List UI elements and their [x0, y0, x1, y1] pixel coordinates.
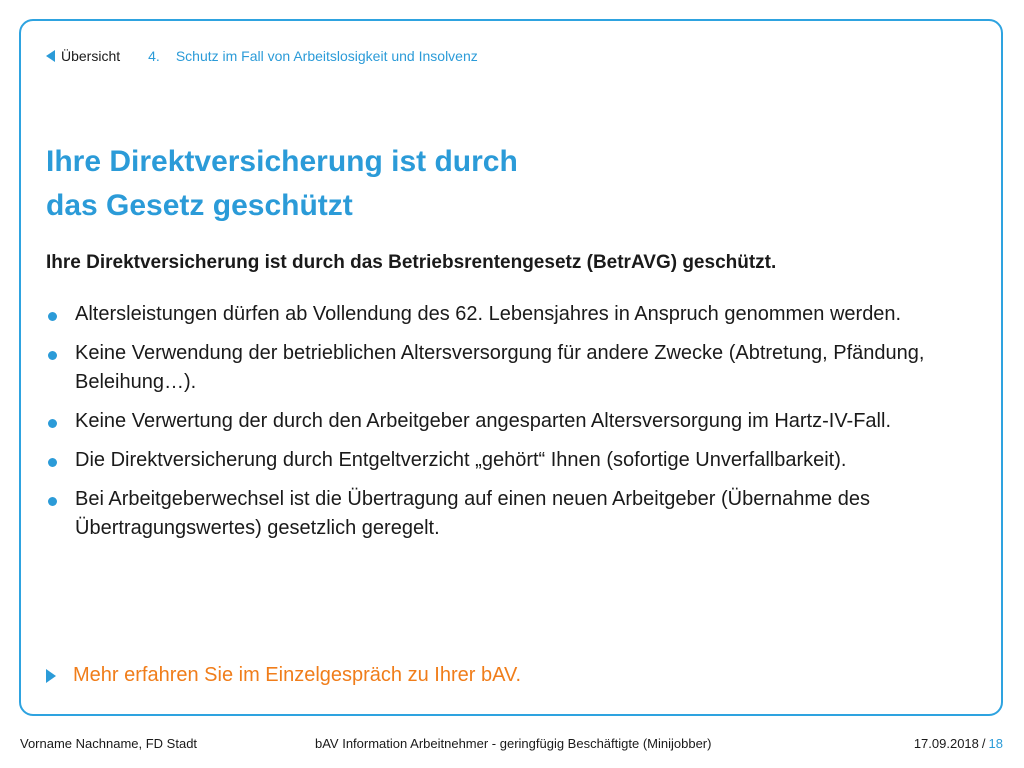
bullet-dot-icon — [48, 458, 57, 467]
footer-author: Vorname Nachname, FD Stadt — [20, 736, 198, 751]
page-title-line-1: Ihre Direktversicherung ist durch — [46, 145, 518, 178]
bullet-text: Die Direktversicherung durch Entgeltverzicht „gehört“ Ihnen (sofortige Unverfallbarkeit). — [75, 449, 847, 471]
bullet-item — [46, 339, 946, 397]
bullet-item — [46, 300, 946, 329]
section-title: Schutz im Fall von Arbeitslosigkeit und Insolvenz — [175, 48, 478, 64]
bullet-item — [46, 446, 946, 475]
more-info-link[interactable] — [46, 664, 521, 687]
breadcrumb — [46, 46, 478, 66]
bullet-list — [46, 300, 946, 553]
bullet-dot-icon — [48, 497, 57, 506]
footer-date: 17.09.2018 — [913, 736, 979, 751]
bullet-dot-icon — [48, 419, 57, 428]
footer-date-page — [914, 736, 1003, 751]
overview-label: Übersicht — [61, 48, 121, 64]
section-number: 4. — [148, 48, 160, 64]
more-info-label: Mehr erfahren Sie im Einzelgespräch zu Ihrer bAV. — [73, 664, 521, 686]
bullet-dot-icon — [48, 312, 57, 321]
footer-document-title: bAV Information Arbeitnehmer - geringfügig Beschäftigte (Minijobber) — [315, 736, 712, 751]
bullet-text: Altersleistungen dürfen ab Vollendung des 62. Lebensjahres in Anspruch genommen werden. — [75, 303, 902, 325]
bullet-text: Bei Arbeitgeberwechsel ist die Übertragung auf einen neuen Arbeitgeber (Übernahme des Übertragungswertes) gesetzlich geregelt. — [75, 488, 870, 539]
section-breadcrumb[interactable] — [148, 48, 478, 64]
page-number: 18 — [988, 736, 1003, 751]
bullet-text: Keine Verwertung der durch den Arbeitgeber angesparten Altersversorgung im Hartz-IV-Fall. — [75, 410, 891, 432]
arrow-right-icon — [46, 669, 56, 683]
overview-back-button[interactable] — [46, 48, 120, 64]
page-title-line-2: das Gesetz geschützt — [46, 189, 353, 222]
arrow-left-icon — [46, 50, 55, 62]
page-title — [46, 140, 946, 228]
bullet-dot-icon — [48, 351, 57, 360]
footer-separator: / — [981, 736, 986, 751]
page-subtitle: Ihre Direktversicherung ist durch das Betriebsrentengesetz (BetrAVG) geschützt. — [46, 252, 777, 273]
bullet-item — [46, 485, 946, 543]
bullet-item — [46, 407, 946, 436]
bullet-text: Keine Verwendung der betrieblichen Altersversorgung für andere Zwecke (Abtretung, Pfändung, Beleihung…). — [75, 342, 925, 393]
